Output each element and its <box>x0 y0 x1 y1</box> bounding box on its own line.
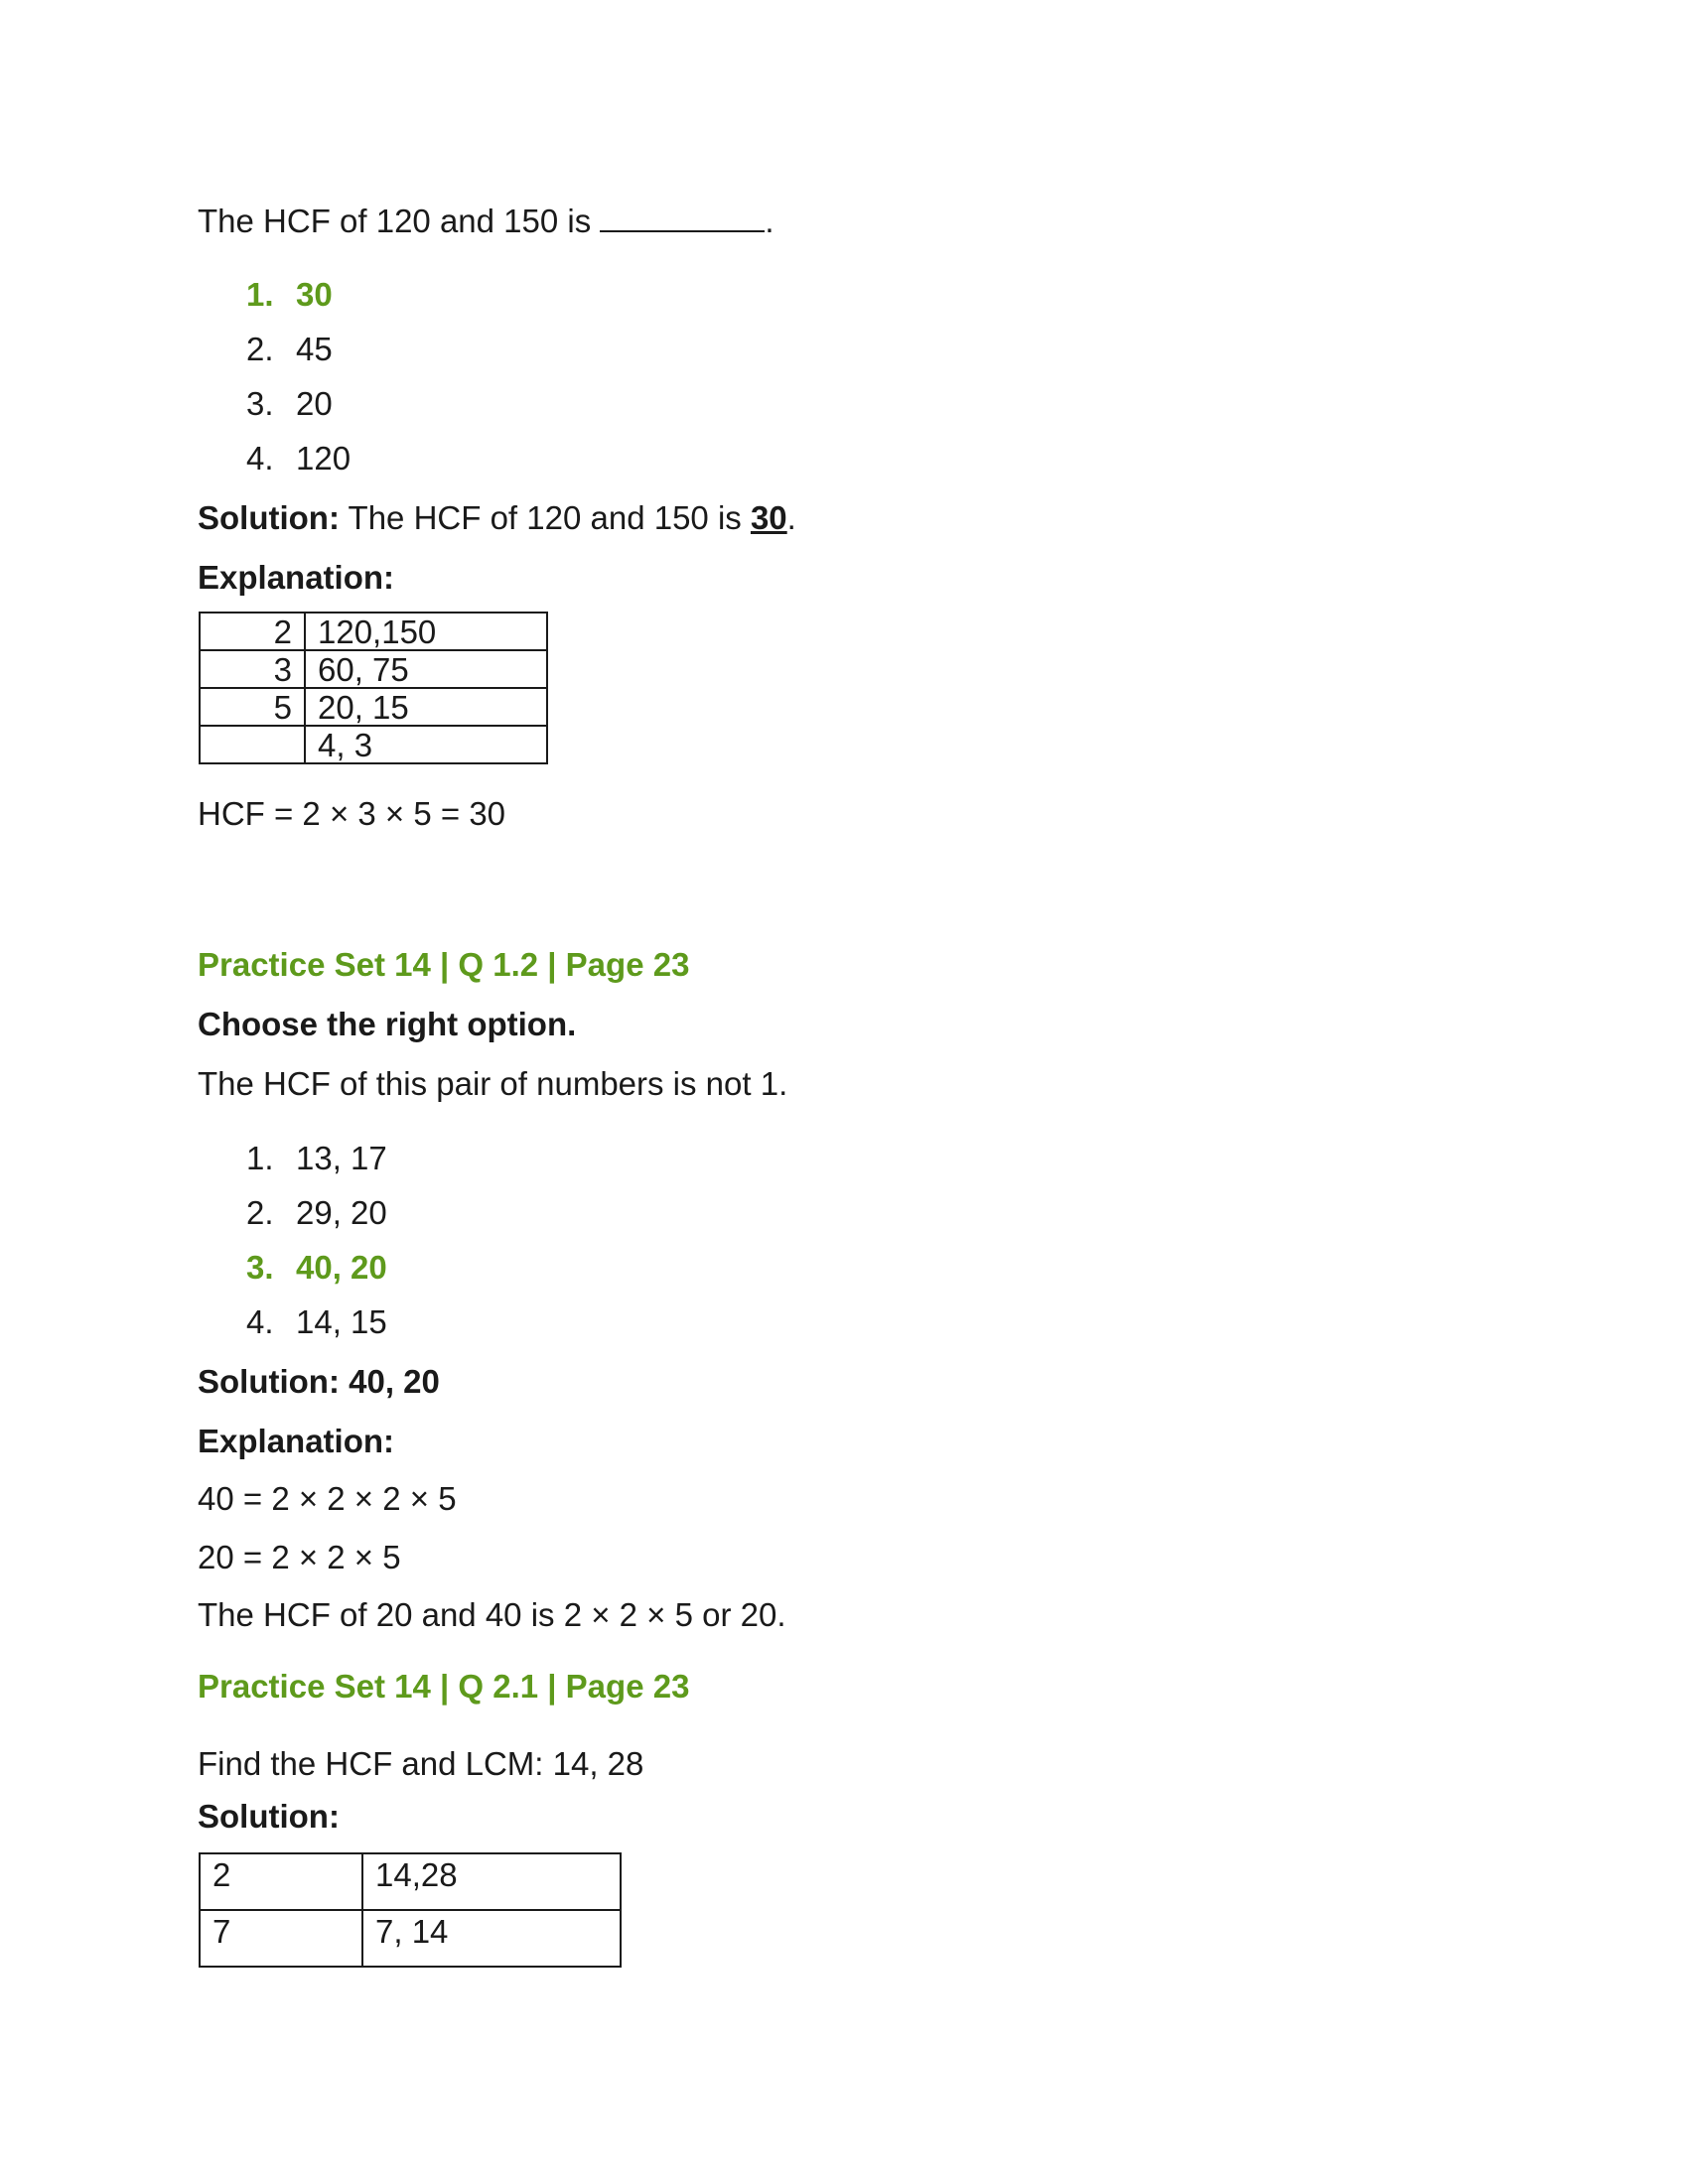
option-text: 45 <box>296 331 333 367</box>
q2-explanation-label: Explanation: <box>198 1423 395 1459</box>
q2-option-3 <box>246 1251 387 1284</box>
divisor-cell <box>200 726 305 763</box>
option-number: 4. <box>246 440 274 477</box>
divisor-cell: 7 <box>200 1910 362 1967</box>
option-number: 1. <box>246 276 274 313</box>
q2-solution: Solution: 40, 20 <box>198 1363 440 1400</box>
table-row <box>200 613 547 650</box>
option-text: 29, 20 <box>296 1194 387 1231</box>
q1-solution <box>198 501 796 534</box>
divisor-cell: 2 <box>200 1853 362 1910</box>
option-text: 14, 15 <box>296 1303 387 1340</box>
q1-option-3 <box>246 387 333 420</box>
values-cell: 4, 3 <box>305 726 547 763</box>
q2-explanation-line-3: The HCF of 20 and 40 is 2 × 2 × 5 or 20. <box>198 1596 786 1633</box>
values-cell: 20, 15 <box>305 688 547 726</box>
table-row <box>200 650 547 688</box>
q2-option-1 <box>246 1142 387 1174</box>
q2-explanation-line-2: 20 = 2 × 2 × 5 <box>198 1539 401 1575</box>
q2-question: The HCF of this pair of numbers is not 1. <box>198 1065 788 1102</box>
answer-blank <box>600 203 765 232</box>
values-cell: 60, 75 <box>305 650 547 688</box>
q3-heading: Practice Set 14 | Q 2.1 | Page 23 <box>198 1668 690 1705</box>
q3-division-table <box>199 1852 622 1968</box>
q2-heading: Practice Set 14 | Q 1.2 | Page 23 <box>198 946 690 983</box>
table-row <box>200 1853 621 1910</box>
q2-instruction: Choose the right option. <box>198 1006 577 1042</box>
option-text: 30 <box>296 276 333 313</box>
divisor-cell: 5 <box>200 688 305 726</box>
option-number: 3. <box>246 1249 274 1286</box>
option-number: 1. <box>246 1140 274 1176</box>
table-row <box>200 726 547 763</box>
divisor-cell: 3 <box>200 650 305 688</box>
q3-solution-label: Solution: <box>198 1798 340 1835</box>
q3-question: Find the HCF and LCM: 14, 28 <box>198 1745 644 1782</box>
option-number: 2. <box>246 331 274 367</box>
q1-option-2 <box>246 333 333 365</box>
q1-explanation-label: Explanation: <box>198 559 395 596</box>
option-text: 20 <box>296 385 333 422</box>
solution-end: . <box>786 499 796 536</box>
question-1-text <box>198 203 774 237</box>
q1-option-4 <box>246 442 351 475</box>
option-number: 4. <box>246 1303 274 1340</box>
q1-hcf-line: HCF = 2 × 3 × 5 = 30 <box>198 795 506 832</box>
values-cell: 120,150 <box>305 613 547 650</box>
table-row <box>200 1910 621 1967</box>
option-number: 2. <box>246 1194 274 1231</box>
q2-option-4 <box>246 1305 387 1338</box>
values-cell: 14,28 <box>362 1853 621 1910</box>
values-cell: 7, 14 <box>362 1910 621 1967</box>
q2-option-2 <box>246 1196 387 1229</box>
solution-text: The HCF of 120 and 150 is <box>348 499 742 536</box>
option-number: 3. <box>246 385 274 422</box>
divisor-cell: 2 <box>200 613 305 650</box>
solution-answer: 30 <box>750 499 787 536</box>
question-1-prefix: The HCF of 120 and 150 is <box>198 203 592 239</box>
solution-label: Solution: <box>198 499 340 536</box>
option-text: 13, 17 <box>296 1140 387 1176</box>
table-row <box>200 688 547 726</box>
option-text: 120 <box>296 440 352 477</box>
question-1-suffix: . <box>765 203 774 239</box>
q1-option-1 <box>246 278 333 311</box>
q1-division-table <box>199 612 548 764</box>
q2-explanation-line-1: 40 = 2 × 2 × 2 × 5 <box>198 1480 457 1517</box>
option-text: 40, 20 <box>296 1249 387 1286</box>
